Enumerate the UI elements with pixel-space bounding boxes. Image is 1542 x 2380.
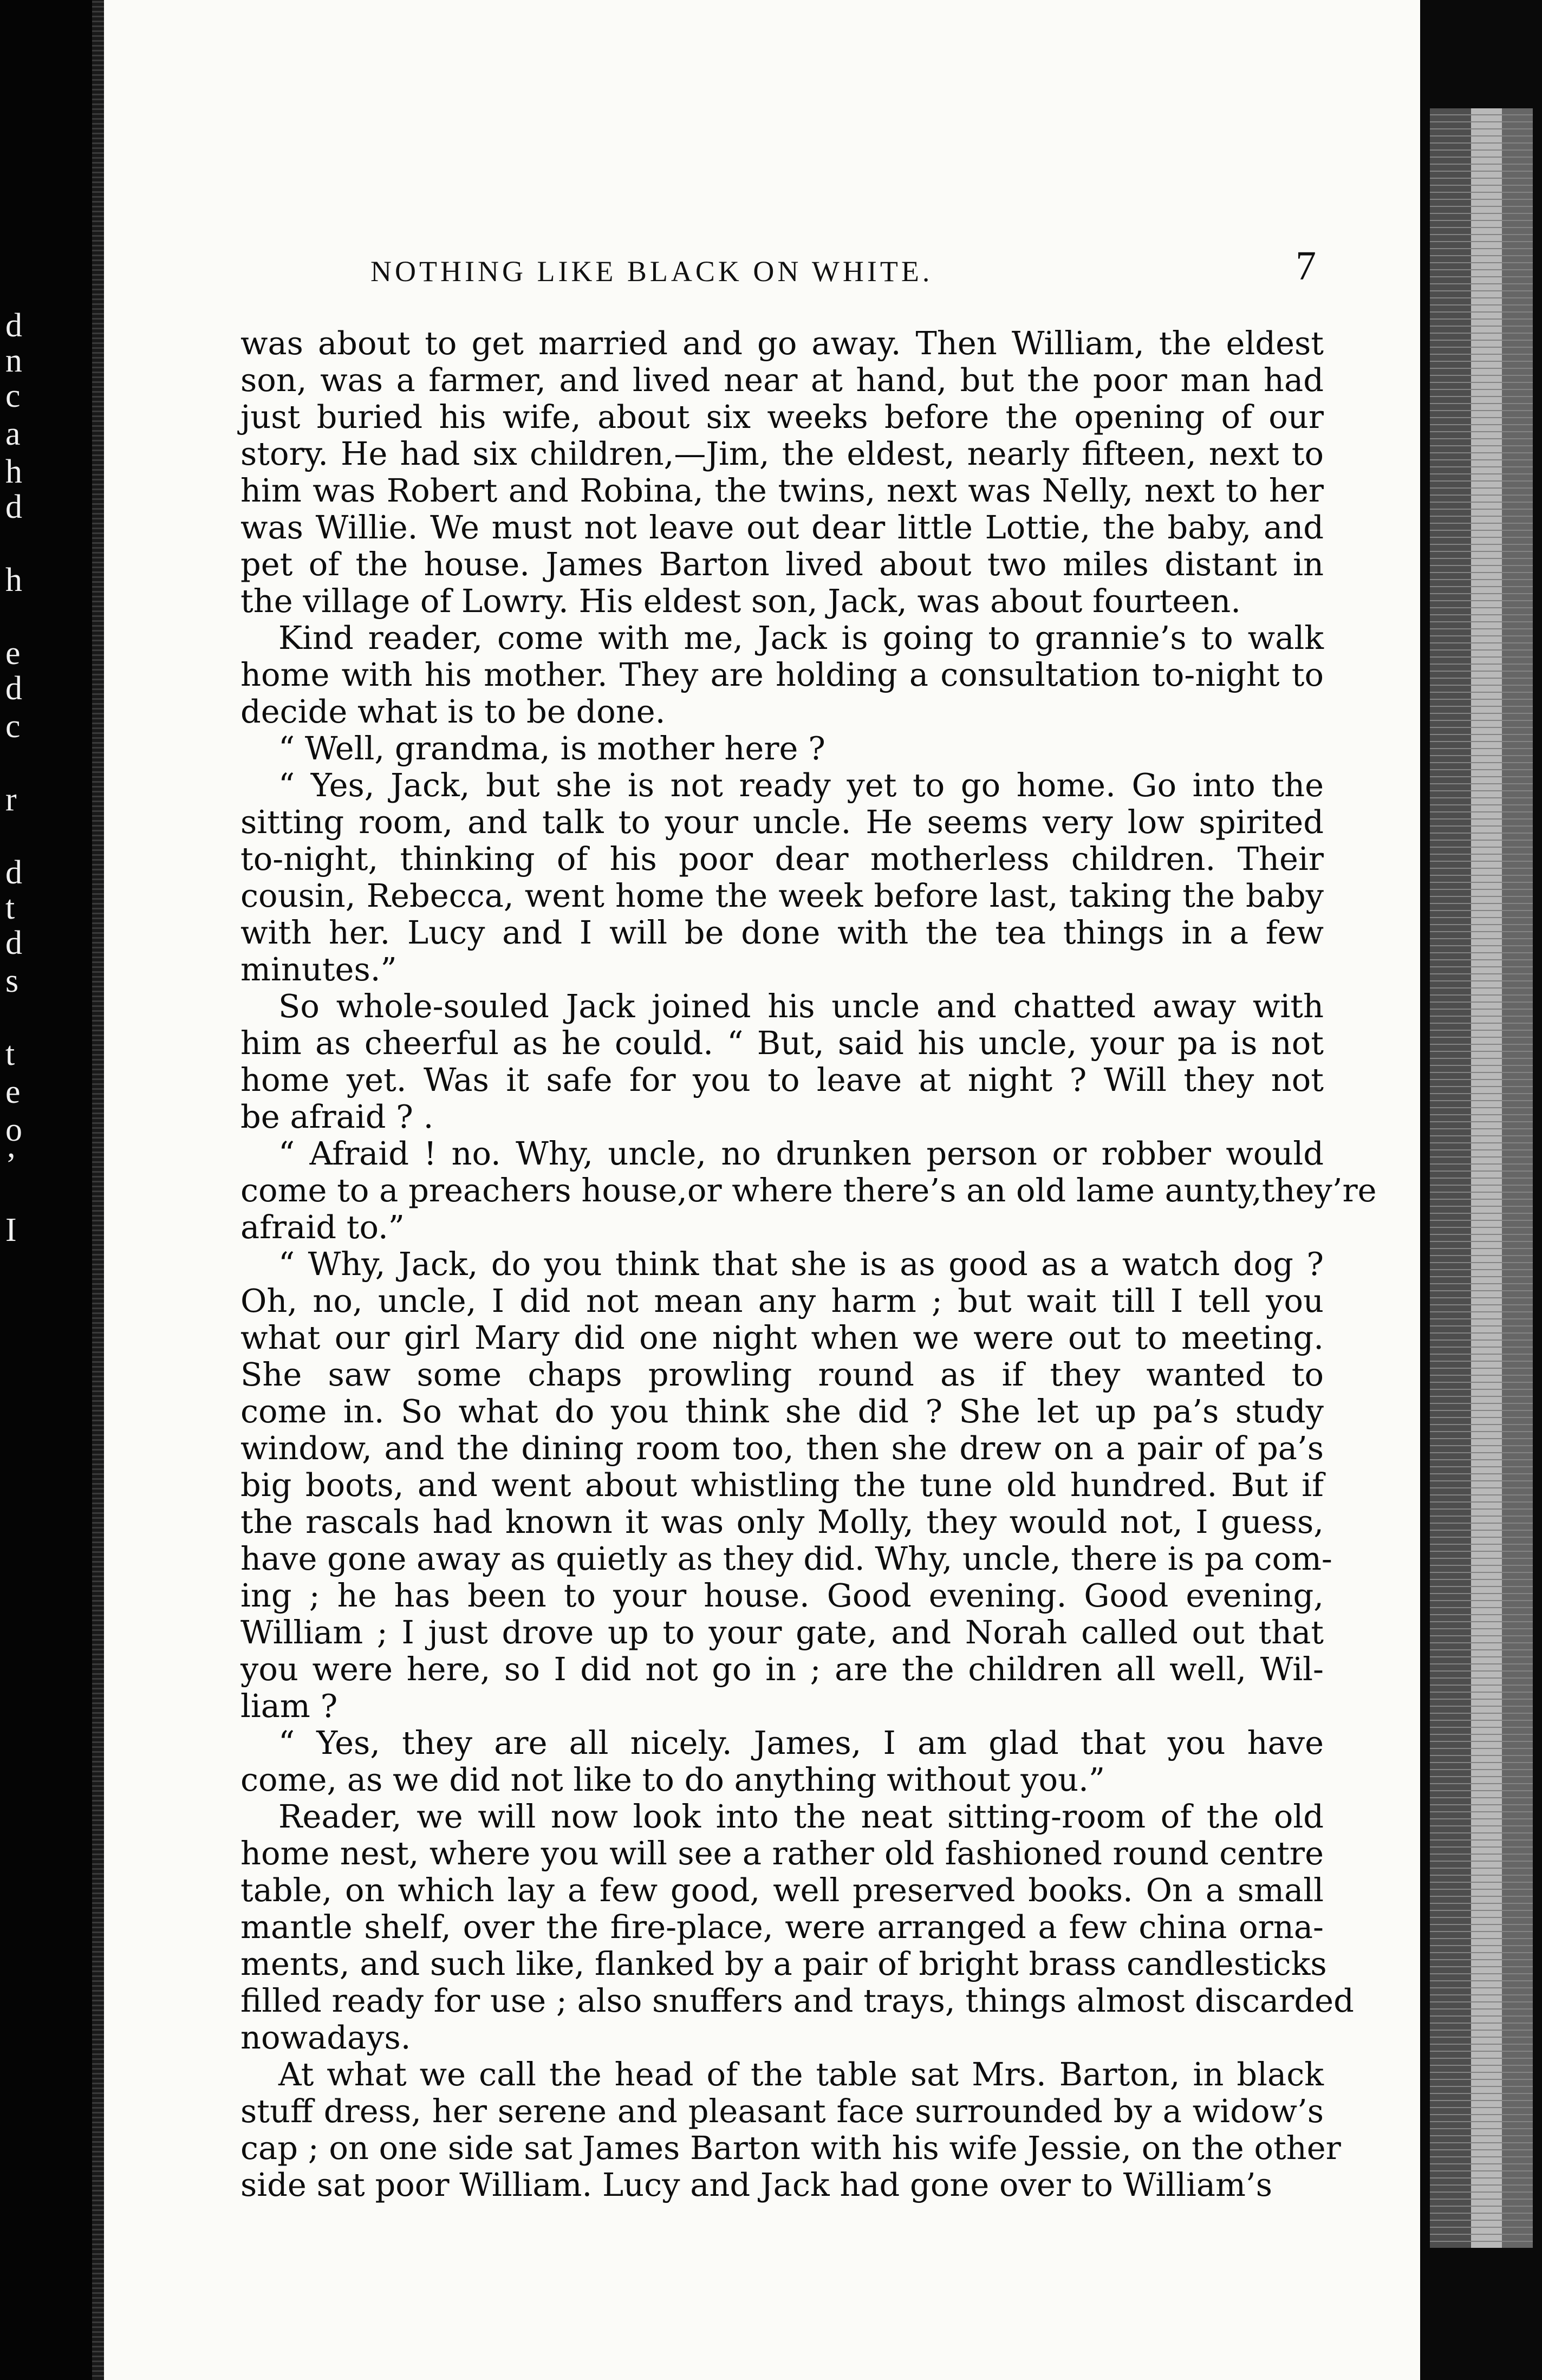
text-line: “ Yes, Jack, but she is not ready yet to go home. Go into the [278,766,1324,804]
text-line: stuff dress, her serene and pleasant face surrounded by a widow’s [240,2092,1324,2130]
text-line: with her. Lucy and I will be done with the tea things in a few [240,914,1324,951]
paragraph [240,1245,1332,1725]
book-page [104,0,1420,2380]
text-line: sitting room, and talk to your uncle. He seems very low spirited [240,803,1324,841]
edge-fragment: h [5,453,22,490]
text-line: nowadays. [240,2019,411,2056]
text-line: “ Afraid ! no. Why, uncle, no drunken person or robber would [278,1135,1324,1172]
text-line: story. He had six children,—Jim, the eldest, nearly fifteen, next to [240,435,1324,472]
text-line: be afraid ? . [240,1098,434,1135]
text-line: cap ; on one side sat James Barton with his wife Jessie, on the other [240,2129,1341,2167]
body-text [240,324,1377,2203]
text-line: come in. So what do you think she did ? She let up pa’s study [240,1393,1324,1430]
text-line: pet of the house. James Barton lived about two miles distant in [240,545,1324,583]
text-line: William ; I just drove up to your gate, and Norah called out that [240,1614,1324,1651]
text-line: the village of Lowry. His eldest son, Jack, was about fourteen. [240,582,1241,620]
text-line: just buried his wife, about six weeks before the opening of our [240,398,1324,435]
edge-fragment: d [5,489,22,525]
text-line: “ Well, grandma, is mother here ? [278,730,825,767]
edge-fragment: n [5,342,22,379]
paragraph [240,1135,1377,1246]
text-line: ing ; he has been to your house. Good evening. Good evening, [240,1577,1324,1614]
edge-fragment: c [5,378,21,414]
text-line: minutes.” [240,951,397,988]
edge-fragment: o [5,1111,22,1148]
page-edge-texture [1430,108,1533,2248]
text-line: side sat poor William. Lucy and Jack had gone over to William’s [240,2166,1272,2203]
text-line: “ Yes, they are all nicely. James, I am glad that you have [278,1724,1324,1761]
edge-fragment: r [5,781,17,818]
text-line: the rascals had known it was only Molly, they would not, I guess, [240,1503,1324,1540]
text-line: him was Robert and Robina, the twins, next was Nelly, next to her [240,472,1324,509]
text-line: mantle shelf, over the fire-place, were arranged a few china orna- [240,1908,1324,1946]
text-line: window, and the dining room too, then she drew on a pair of pa’s [240,1429,1324,1467]
text-line: what our girl Mary did one night when we were out to meeting. [240,1319,1324,1356]
paragraph [240,988,1324,1135]
paragraph [240,2056,1341,2203]
text-line: home with his mother. They are holding a consultation to-night to [240,656,1324,693]
edge-fragment: s [5,963,19,999]
text-line: liam ? [240,1687,338,1725]
paragraph [240,730,1324,767]
edge-fragment: d [5,670,22,707]
text-line: home nest, where you will see a rather old fashioned round centre [240,1835,1324,1872]
edge-fragment: a [5,415,21,452]
text-line: come to a preachers house,or where there’s an old lame aunty,they’re [240,1172,1377,1209]
text-line: to-night, thinking of his poor dear motherless children. Their [240,840,1324,877]
text-line: table, on which lay a few good, well preserved books. On a small [240,1871,1324,1909]
text-line: him as cheerful as he could. “ But, said his uncle, your pa is not [240,1024,1324,1062]
text-line: was about to get married and go away. Then William, the eldest [240,324,1324,362]
edge-fragment: t [5,1036,15,1072]
page-number: 7 [1296,243,1316,289]
paragraph [240,620,1324,730]
text-line: son, was a farmer, and lived near at hand, but the poor man had [240,361,1324,399]
text-line: “ Why, Jack, do you think that she is as good as a watch dog ? [278,1245,1324,1283]
paragraph [240,1798,1354,2056]
edge-fragment: ’ [5,1147,17,1184]
paragraph [240,1725,1324,1798]
text-line: She saw some chaps prowling round as if they wanted to [240,1356,1324,1393]
facing-page-edge [0,0,92,2380]
edge-fragment: d [5,307,22,344]
text-line: At what we call the head of the table sat Mrs. Barton, in black [278,2056,1324,2093]
text-line: decide what is to be done. [240,693,666,730]
text-line: Oh, no, uncle, I did not mean any harm ; but wait till I tell you [240,1282,1324,1319]
text-line: have gone away as quietly as they did. Why, uncle, there is pa com- [240,1540,1332,1577]
text-line: ments, and such like, flanked by a pair of bright brass candlesticks [240,1945,1327,1982]
edge-fragment: e [5,1074,21,1110]
text-line: home yet. Was it safe for you to leave at night ? Will they not [240,1061,1324,1098]
text-line: Kind reader, come with me, Jack is going to grannie’s to walk [278,619,1324,656]
text-line: So whole-souled Jack joined his uncle and chatted away with [278,987,1324,1025]
text-line: cousin, Rebecca, went home the week before last, taking the baby [240,877,1324,914]
edge-fragment: I [5,1212,17,1248]
text-line: you were here, so I did not go in ; are the children all well, Wil- [240,1650,1324,1688]
edge-fragment: e [5,635,21,672]
paragraph [240,325,1324,620]
text-line: was Willie. We must not leave out dear little Lottie, the baby, and [240,509,1324,546]
page-edge [1420,0,1542,2380]
edge-fragment: d [5,854,22,891]
edge-fragment: t [5,889,15,926]
running-head: NOTHING LIKE BLACK ON WHITE. [370,255,933,288]
text-line: Reader, we will now look into the neat sitting-room of the old [278,1798,1324,1835]
binding-gutter [92,0,104,2380]
text-line: afraid to.” [240,1208,405,1246]
paragraph [240,767,1324,988]
edge-fragment: c [5,708,21,745]
edge-fragment: d [5,925,22,961]
edge-fragment: h [5,562,22,599]
text-line: big boots, and went about whistling the tune old hundred. But if [240,1466,1324,1504]
text-line: filled ready for use ; also snuffers and trays, things almost discarded [240,1982,1354,2019]
text-line: come, as we did not like to do anything without you.” [240,1761,1105,1798]
